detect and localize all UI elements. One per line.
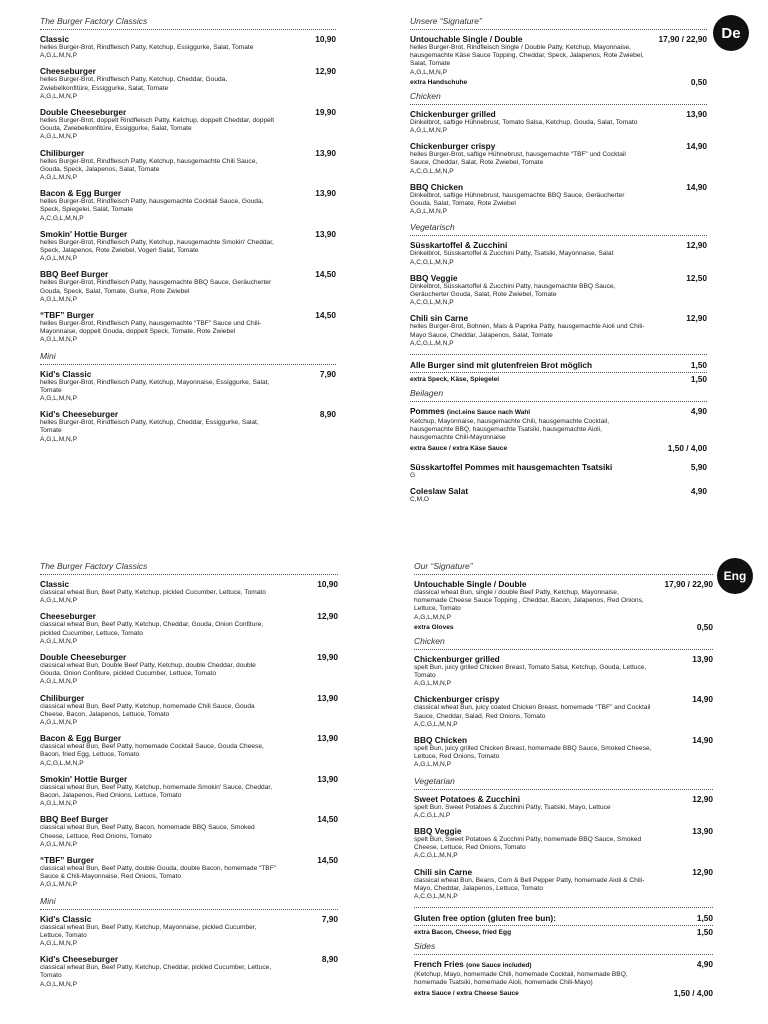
extra-option — [410, 78, 707, 87]
item-allergens: A,G,L,M,N,P — [40, 295, 78, 303]
item-name: Smokin' Hottie Burger — [40, 228, 128, 239]
menu-item — [40, 693, 338, 728]
item-description: classical wheat Bun, Beef Patty, Ketchup, homemade Chili Sauce, Gouda Cheese, Bacon, Jalapenos, Lettuce, Tomato — [40, 702, 255, 718]
item-allergens: A,C,G,L,M,N,P — [414, 720, 458, 728]
item-allergens: A,G,L,M,N,P — [410, 68, 448, 76]
de-right-column — [410, 16, 707, 510]
menu-item — [40, 107, 336, 142]
item-name: Chickenburger grilled — [414, 653, 500, 664]
section-title: The Burger Factory Classics — [40, 16, 148, 26]
item-price: 14,90 — [686, 181, 707, 192]
section-title: Vegetarisch — [410, 222, 455, 233]
item-price: 12,90 — [686, 313, 707, 324]
de-chicken-list — [410, 109, 707, 217]
item-name: Coleslaw Salat — [410, 485, 469, 496]
item-name: BBQ Chicken — [414, 735, 468, 746]
item-price: 10,90 — [315, 34, 336, 44]
menu-item — [410, 273, 707, 308]
item-description: classical wheat Bun, Beef Patty, homemade Cocktail Sauce, Gouda Cheese, Bacon, fried Egg, Lettuce, Tomato — [40, 743, 264, 759]
item-allergens: A,G,L,M,N,P — [40, 255, 78, 263]
item-description: classical wheat Bun, Beef Patty, Ketchup, Cheddar, pickled Cucumber, Lettuce, Tomato — [40, 964, 272, 980]
menu-item — [414, 735, 713, 770]
item-allergens: A,G,L,M,N,P — [410, 127, 448, 135]
item-description: classical wheat Bun, Beef Patty, Ketchup, Mayonnaise, pickled Cucumber, Lettuce, Tomato — [40, 923, 257, 939]
item-price: 5,90 — [690, 461, 707, 472]
extra-price: 0,50 — [696, 621, 713, 632]
item-name: Chili sin Carne — [410, 313, 469, 324]
divider — [414, 954, 713, 955]
item-description: helles Burger-Brot, Rindfleisch Patty, Ketchup, hausgemachte Smokin' Cheddar, Speck, Jalapenos, Rote Zwiebel, Vogerl Salat, Tomate — [40, 238, 274, 255]
item-allergens: A,C,G,L,M,N,P — [410, 339, 454, 347]
menu-item — [410, 141, 707, 176]
item-name: “TBF” Burger — [40, 310, 94, 321]
extra-option — [414, 989, 713, 998]
item-description: Dinkelbrot, Süsskartoffel & Zucchini Patty, hausgemachte BBQ Sauce, Geräucherter Gouda, Salat, Rote Zwiebel, Tomate — [410, 282, 616, 299]
menu-item — [40, 954, 338, 989]
item-price: 12,50 — [686, 272, 707, 283]
extra-label: extra Gloves — [414, 623, 454, 631]
menu-item — [40, 229, 336, 264]
item-description: helles Burger-Brot, Rindfleisch Patty, hausgemachte “TBF” Sauce und Chili-Mayonnaise, doppelt Gouda, doppelt Speck, Tomate, Rote Zwiebel — [40, 320, 262, 336]
item-description: classical wheat Bun, Beef Patty, Ketchup, pickled Cucumber, Lettuce, Tomato — [40, 589, 266, 596]
item-allergens: A,G,L,M,N,P — [410, 208, 448, 216]
item-name: Double Cheeseburger — [40, 107, 127, 118]
item-price: 14,50 — [315, 310, 336, 321]
item-name: Kid's Classic — [40, 913, 92, 924]
menu-item — [414, 694, 713, 729]
item-name: Chiliburger — [40, 692, 85, 703]
item-price: 13,90 — [317, 733, 338, 744]
en-section-mini — [40, 896, 338, 989]
item-name: Cheeseburger — [40, 611, 96, 622]
section-title: Our “Signature” — [414, 561, 473, 571]
item-price: 12,90 — [315, 66, 336, 77]
item-name: Bacon & Egg Burger — [40, 733, 122, 744]
item-allergens: A,G,L,M,N,P — [40, 133, 78, 141]
item-name: Sweet Potatoes & Zucchini — [414, 793, 521, 804]
item-description: helles Burger-Brot, Rindfleisch Patty, Ketchup, Mayonnaise, Essiggurke, Salat, Tomate — [40, 378, 270, 394]
menu-item — [414, 826, 713, 861]
menu-item — [40, 269, 336, 304]
item-name: Chickenburger grilled — [410, 108, 496, 119]
menu-item — [40, 733, 338, 768]
language-badge-en[interactable]: Eng — [717, 558, 753, 594]
item-price: 8,90 — [321, 954, 338, 965]
item-price: 12,90 — [317, 611, 338, 622]
item-price: 14,90 — [692, 735, 713, 746]
item-description: classical wheat Bun, Beef Patty, Ketchup, homemade Smokin' Sauce, Cheddar, Bacon, Jalapenos, Red Onions, Lettuce, Tomato — [40, 783, 273, 800]
item-price: 14,90 — [686, 141, 707, 152]
item-description: spelt Bun, juicy grilled Chicken Breast, Tomato Salsa, Ketchup, Gouda, Lettuce, Tomato — [414, 663, 647, 680]
menu-item — [414, 867, 713, 902]
item-description: (Ketchup, Mayo, homemade Chili, homemade Cocktail, homemade BBQ, homemade Tsatsiki, homemade Aioli, homemade Chili-Mayo) — [414, 971, 628, 987]
item-name: Untouchable Single / Double — [410, 34, 523, 44]
de-section-classics — [40, 16, 336, 345]
item-allergens: A,C,G,L,M,N,P — [410, 258, 454, 266]
divider — [40, 29, 336, 30]
section-title: Unsere “Signature” — [410, 16, 482, 26]
menu-item — [40, 652, 338, 687]
extra-price: 1,50 — [696, 927, 713, 938]
item-price: 13,90 — [692, 653, 713, 664]
item-price: 13,90 — [317, 692, 338, 703]
item-description: classical wheat Bun, single / double Beef Patty, Ketchup, Mayonnaise, homemade Cheese Sauce Topping , Cheddar, Bacon, Jalapenos, Red Onions, Lettuce, Tomato — [414, 589, 644, 613]
item-price: 7,90 — [319, 368, 336, 379]
menu-item — [40, 409, 336, 444]
gluten-free-label: Alle Burger sind mit glutenfreien Brot möglich — [410, 360, 593, 371]
item-name: Smokin' Hottie Burger — [40, 773, 128, 784]
item-description: classical wheat Bun, Beef Patty, Bacon, homemade BBQ Sauce, Smoked Cheese, Lettuce, Red Onions, Tomato — [40, 824, 255, 840]
item-description: Dinkelbrot, saftige Hühnebrust, hausgemachte BBQ Sauce, Geräucherter Gouda, Salat, Tomate, Rote Zwiebel — [410, 191, 625, 208]
item-description: Ketchup, Mayonnaise, hausgemachte Chili, hausgemachte Cocktail, hausgemachte BBQ, hausgemachte Tsatsiki, hausgemachte Aioli, hausgemachte Chili-Mayonnaise — [410, 418, 610, 442]
de-left-column — [40, 16, 336, 450]
menu-item — [40, 611, 338, 646]
item-price: 17,90 / 22,90 — [664, 579, 713, 589]
item-description: helles Burger-Brot, Rindfleisch Patty, Ketchup, hausgemachte Chili Sauce, Gouda, Speck, Jalapenos, Salat, Tomate — [40, 157, 258, 173]
fries-name: French Fries — [414, 959, 464, 970]
menu-item — [40, 66, 336, 101]
item-name: Cheeseburger — [40, 66, 96, 77]
item-allergens: A,G,L,M,N,P — [40, 637, 78, 645]
item-description: helles Burger-Brot, saftige Hühnebrust, hausgemachte “TBF” und Cocktail Sauce, Cheddar, Salat, Rote Zwiebel, Tomate — [410, 151, 626, 167]
de-sides-list — [410, 462, 707, 504]
section-title: Mini — [40, 895, 56, 906]
menu-item — [410, 486, 707, 504]
extra-label: extra Sauce / extra Käse Sauce — [410, 444, 508, 452]
extra-option — [410, 444, 707, 453]
extra-option — [410, 375, 707, 384]
en-classics-list — [40, 579, 338, 890]
item-allergens: A,G,L,M,N,P — [40, 881, 78, 889]
item-description: Dinkelbrot, Süsskartoffel & Zucchini Patty, Tsatsiki, Mayonnaise, Salat — [410, 250, 614, 258]
item-name: Chickenburger crispy — [414, 694, 500, 705]
item-price: 13,90 — [692, 826, 713, 837]
item-price: 17,90 / 22,90 — [658, 34, 707, 44]
item-price: 14,50 — [317, 855, 338, 866]
section-title: Chicken — [410, 90, 441, 101]
item-price: 13,90 — [315, 147, 336, 158]
menu-item — [40, 34, 336, 60]
fries-note: (one Sauce included) — [466, 962, 532, 970]
item-description: classical wheat Bun, Beef Patty, Ketchup, Cheddar, Gouda, Onion Confiture, pickled Cucumber, Lettuce, Tomato — [40, 621, 264, 637]
en-chicken-list — [414, 654, 713, 770]
gluten-free-option — [414, 912, 713, 924]
item-allergens: A,C,G,L,N,P — [414, 811, 451, 819]
gluten-free-label: Gluten free option (gluten free bun): — [414, 913, 556, 924]
item-name: BBQ Veggie — [414, 826, 462, 837]
menu-item — [410, 313, 707, 348]
item-description: spelt Bun, Sweet Potatoes & Zucchini Patty, Tsatsiki, Mayo, Lettuce — [414, 803, 611, 811]
menu-item — [410, 34, 707, 77]
item-allergens: A,C,G,L,M,N,P — [40, 759, 84, 767]
divider — [410, 29, 707, 30]
menu-item — [40, 774, 338, 809]
item-allergens: A,C,G,L,M,N,P — [414, 852, 458, 860]
item-allergens: A,C,G,L,M,N,P — [410, 167, 454, 175]
item-name: BBQ Chicken — [410, 181, 464, 192]
de-section-mini — [40, 351, 336, 444]
item-name: Süsskartoffel Pommes mit hausgemachten Tsatsiki — [410, 461, 613, 472]
extra-option — [414, 623, 713, 632]
extra-price: 1,50 — [690, 374, 707, 385]
divider — [410, 235, 707, 236]
section-title: Beilagen — [410, 388, 444, 399]
menu-item — [410, 182, 707, 217]
item-allergens: A,G,L,M,N,P — [40, 174, 78, 182]
item-name: Classic — [40, 34, 70, 44]
fries-note: (incl.eine Sauce nach Wahl — [446, 409, 531, 417]
en-right-column — [414, 561, 713, 998]
item-allergens: C,M,O — [410, 495, 430, 503]
item-price: 12,90 — [692, 793, 713, 804]
extra-option — [414, 928, 713, 937]
item-name: BBQ Veggie — [410, 272, 458, 283]
item-name — [414, 959, 713, 971]
item-description: helles Burger-Brot, Rindfleisch Patty, Ketchup, Essiggurke, Salat, Tomate — [40, 44, 254, 51]
item-name: Bacon & Egg Burger — [40, 188, 122, 199]
item-allergens: A,G,L,M,N,P — [40, 597, 78, 605]
item-name: Untouchable Single / Double — [414, 579, 527, 589]
item-description: helles Burger-Brot, doppelt Rindfleisch Patty, Ketchup, doppelt Cheddar, doppelt Gouda, Zwiebelkonfitüre, Essiggurke, Salat, Tomate — [40, 117, 275, 133]
item-description: helles Burger-Brot, Rindfleisch Patty, hausgemachte BBQ Sauce, Geräucherter Gouda, Speck, Salat, Tomate, Gurke, Rote Zwiebel — [40, 279, 272, 295]
item-price: 13,90 — [686, 108, 707, 119]
menu-item — [40, 188, 336, 223]
item-allergens: A,C,G,L,M,N,P — [414, 893, 458, 901]
menu-item — [410, 240, 707, 266]
item-allergens: A,C,G,L,M,N,P — [410, 299, 454, 307]
item-allergens: A,G,L,M,N,P — [40, 840, 78, 848]
en-mini-list — [40, 914, 338, 989]
item-price: 13,90 — [315, 188, 336, 199]
menu-item — [414, 654, 713, 689]
item-name: BBQ Beef Burger — [40, 814, 109, 825]
item-price: 4,90 — [690, 406, 707, 417]
section-title: Mini — [40, 350, 56, 361]
fries-name: Pommes — [410, 406, 445, 417]
de-veg-list — [410, 240, 707, 348]
divider — [40, 364, 336, 365]
item-allergens: A,G,L,M,N,P — [40, 336, 78, 344]
menu-item — [40, 310, 336, 345]
extra-price: 0,50 — [690, 76, 707, 87]
item-description: spelt Bun, Sweet Potatoes & Zucchini Patty, homemade BBQ Sauce, Smoked Cheese, Lettuce, Red Onions, Tomato — [414, 836, 642, 852]
item-allergens: A,G,L,M,N,P — [40, 678, 78, 686]
menu-item — [414, 794, 713, 820]
menu-item — [410, 462, 707, 480]
item-allergens: A,G,L,M,N,P — [40, 980, 78, 988]
item-description: helles Burger-Brot, Rindfleisch Patty, hausgemachte Cocktail Sauce, Gouda, Speck, Spiegelei, Salat, Tomate — [40, 198, 264, 214]
de-classics-list — [40, 34, 336, 345]
item-price: 19,90 — [315, 107, 336, 118]
section-title: Sides — [414, 941, 436, 952]
extra-label: extra Handschuhe — [410, 78, 468, 86]
item-name: Chiliburger — [40, 147, 85, 158]
divider — [410, 372, 707, 373]
item-price: 8,90 — [319, 409, 336, 420]
menu-item — [410, 109, 707, 135]
de-mini-list — [40, 369, 336, 444]
language-badge-de[interactable]: De — [713, 15, 749, 51]
item-name — [410, 406, 707, 418]
item-allergens: A,G,L,M,N,P — [40, 719, 78, 727]
item-allergens: A,G,L,M,N,P — [40, 435, 78, 443]
item-name: Süsskartoffel & Zucchini — [410, 240, 508, 251]
item-name: Kid's Classic — [40, 368, 92, 379]
divider — [414, 925, 713, 926]
item-price: 10,90 — [317, 579, 338, 589]
item-allergens: A,G,L,M,N,P — [40, 940, 78, 948]
item-name: Kid's Cheeseburger — [40, 954, 119, 965]
gluten-free-price: 1,50 — [690, 360, 707, 371]
item-name: Chickenburger crispy — [410, 141, 496, 152]
menu-item — [40, 579, 338, 605]
menu-item — [40, 814, 338, 849]
divider — [410, 104, 707, 105]
item-price: 19,90 — [317, 652, 338, 663]
item-price: 4,90 — [690, 485, 707, 496]
item-allergens: A,G,L,M,N,P — [40, 395, 78, 403]
item-allergens: A,G,L,M,N,P — [40, 52, 78, 60]
item-allergens: A,G,L,M,N,P — [414, 761, 452, 769]
item-price: 12,90 — [686, 240, 707, 251]
menu-item — [40, 148, 336, 183]
item-description: helles Burger-Brot, Rindfleisch Patty, Ketchup, Cheddar, Essiggurke, Salat, Tomate — [40, 419, 259, 435]
extra-label: extra Speck, Käse, Spiegelei — [410, 376, 500, 384]
item-allergens: A,G,L,M,N,P — [40, 92, 78, 100]
item-name: Classic — [40, 579, 70, 589]
item-price: 13,90 — [317, 773, 338, 784]
gluten-free-price: 1,50 — [696, 913, 713, 924]
menu-item — [414, 579, 713, 622]
item-description: helles Burger-Brot, Bohnen, Mais & Paprika Patty, hausgemachte Aioli und Chili-Mayo Sauce, Cheddar, Jalapenos, Salat, Tomate — [410, 323, 645, 339]
extra-price: 1,50 / 4,00 — [673, 987, 713, 998]
item-description: helles Burger-Brot, Rindfleisch Patty, Ketchup, Cheddar, Gouda, Zwiebelkonfitüre, Essiggurke, Salat, Tomate — [40, 76, 228, 92]
item-allergens: A,G,L,M,N,P — [414, 613, 452, 621]
divider — [410, 401, 707, 402]
section-title: Chicken — [414, 635, 445, 646]
item-price: 14,50 — [315, 269, 336, 280]
en-veg-list — [414, 794, 713, 902]
divider — [414, 574, 713, 575]
item-price: 14,50 — [317, 814, 338, 825]
item-allergens: A,C,G,L,M,N,P — [40, 214, 84, 222]
item-description: Dinkelbrot, saftige Hühnebrust, Tomato Salsa, Ketchup, Gouda, Salat, Tomato — [410, 118, 638, 126]
section-title: Vegetarian — [414, 775, 455, 786]
item-allergens: G — [410, 471, 416, 479]
item-allergens: A,G,L,M,N,P — [40, 800, 78, 808]
item-price: 13,90 — [315, 228, 336, 239]
menu-item — [40, 369, 336, 404]
en-left-column — [40, 561, 338, 995]
item-description: spelt Bun, juicy grilled Chicken Breast, homemade BBQ Sauce, Smoked Cheese, Lettuce, Red Onions, Tomato — [414, 745, 652, 761]
section-title: The Burger Factory Classics — [40, 561, 148, 571]
item-description: classical wheat Bun, Beef Patty, double Gouda, double Bacon, homemade “TBF” Sauce & Chili-Mayonnaise, Red Onions, Tomato — [40, 865, 276, 881]
item-name: Chili sin Carne — [414, 866, 473, 877]
divider — [414, 907, 713, 908]
item-name: Kid's Cheeseburger — [40, 409, 119, 420]
menu-item-fries — [414, 959, 713, 987]
menu-item — [40, 855, 338, 890]
divider — [414, 789, 713, 790]
divider — [40, 574, 338, 575]
item-price: 7,90 — [321, 913, 338, 924]
divider — [414, 649, 713, 650]
item-allergens: A,G,L,M,N,P — [414, 680, 452, 688]
item-description: helles Burger-Brot, Rindfleisch Single / Double Patty, Ketchup, Mayonnaise, hausgemachte Käse Sauce Topping, Cheddar, Speck, Jalapenos, Rote Zwiebel, Salat, Tomate — [410, 44, 644, 68]
en-section-classics — [40, 561, 338, 890]
divider — [410, 354, 707, 355]
item-name: Double Cheeseburger — [40, 652, 127, 663]
item-name: “TBF” Burger — [40, 855, 94, 866]
item-price: 14,90 — [692, 694, 713, 705]
extra-price: 1,50 / 4,00 — [667, 442, 707, 453]
item-name: BBQ Beef Burger — [40, 269, 109, 280]
item-description: classical wheat Bun, juicy coated Chicken Breast, homemade “TBF” and Cocktail Sauce, Cheddar, Salad, Red Onions, Tomato — [414, 704, 651, 720]
extra-label: extra Sauce / extra Cheese Sauce — [414, 989, 519, 997]
item-price: 12,90 — [692, 866, 713, 877]
item-price: 4,90 — [696, 959, 713, 970]
item-description: classical wheat Bun, Beans, Corn & Bell Pepper Patty, homemade Aioli & Chili-Mayo, Cheddar, Jalapenos, Lettuce, Tomato — [414, 876, 645, 892]
menu-item — [40, 914, 338, 949]
extra-label: extra Bacon, Cheese, fried Egg — [414, 929, 512, 937]
divider — [40, 909, 338, 910]
gluten-free-option — [410, 359, 707, 371]
item-description: classical wheat Bun, Double Beef Patty, Ketchup, double Cheddar, double Gouda, Onion Confiture, pickled Cucumber, Lettuce, Tomato — [40, 662, 256, 678]
menu-item-fries — [410, 406, 707, 443]
